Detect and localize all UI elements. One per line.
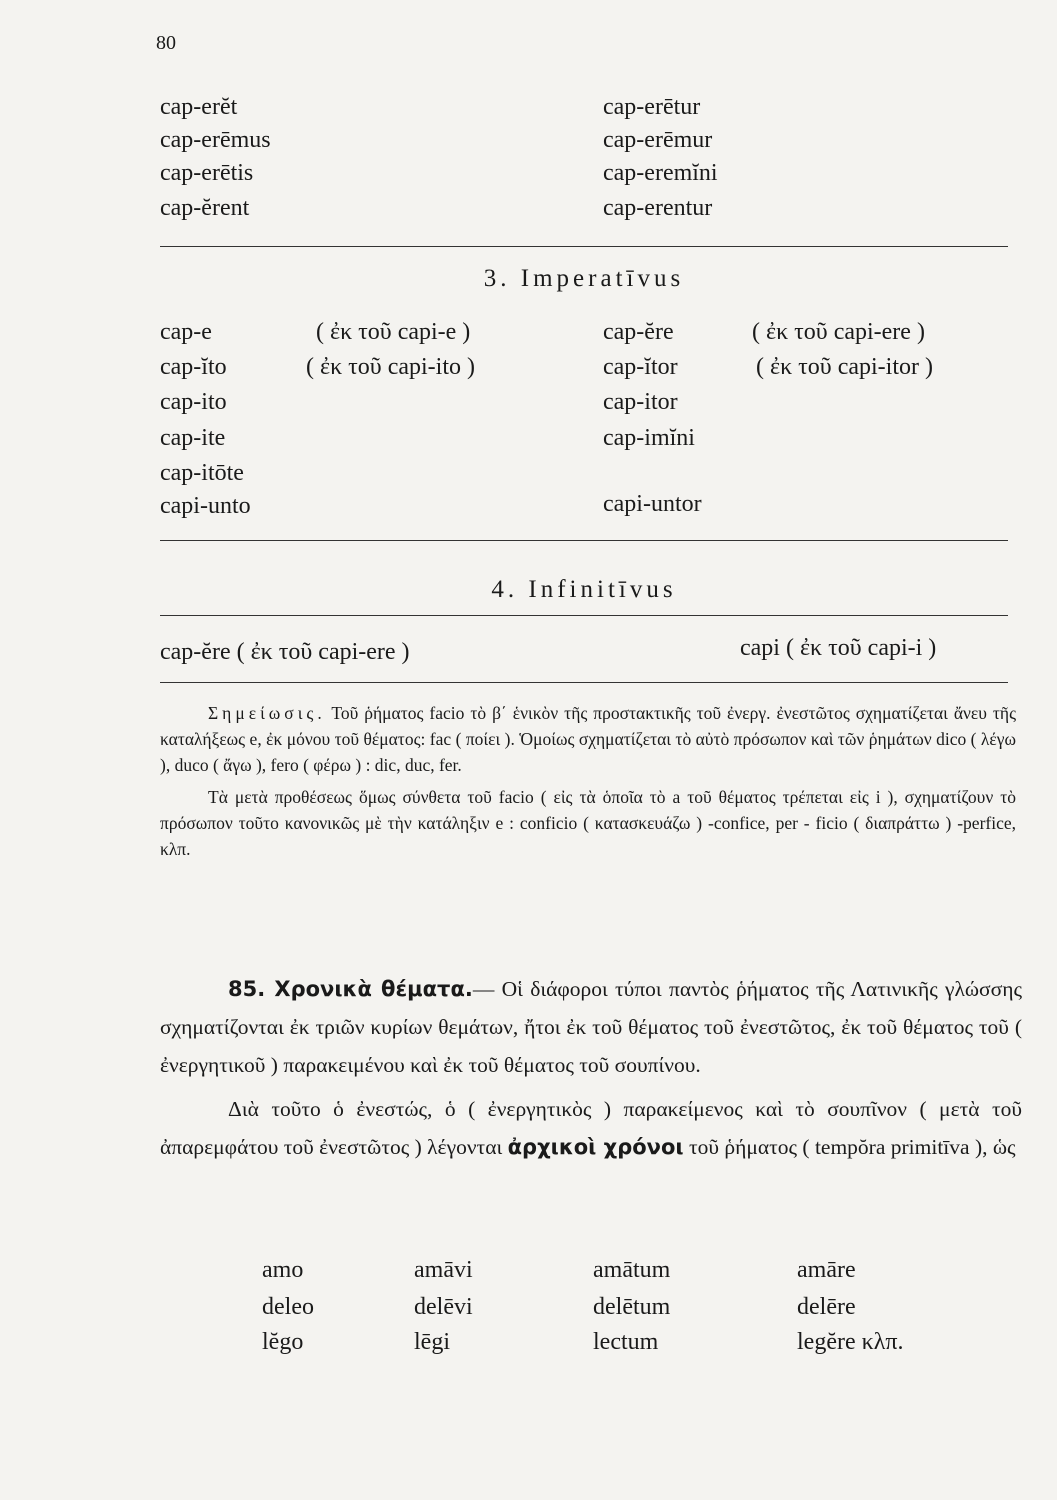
section-85-title: 85. Χρονικὰ θέματα. [228, 977, 473, 1001]
imp-passive-origin: ( ἐκ τοῦ capi-ere ) [752, 319, 925, 345]
example-cell: lectum [593, 1329, 659, 1355]
imp-origin: ( ἐκ τοῦ capi-ito ) [306, 354, 475, 380]
conj-right-2: cap-erēmur [603, 127, 713, 153]
section-85-text-2a: Διὰ τοῦτο ὁ ἐνεστώς, ὁ ( ἐνεργητικὸς ) παρακείμενος καὶ τὸ σουπῖνον ( μετὰ τοῦ ἀπαρεμφάτου τοῦ ἐνεστῶτος ) λέγονται [160, 1097, 1022, 1159]
conj-left-3: cap-erētis [160, 160, 254, 186]
conj-left-4: cap-ĕrent [160, 195, 250, 221]
imp-form: cap-e [160, 319, 212, 345]
infinitive-passive: capi ( ἐκ τοῦ capi-i ) [740, 635, 937, 661]
example-cell: legĕre κλπ. [797, 1329, 904, 1355]
imp-passive: cap-itor [603, 389, 678, 415]
imp-origin: ( ἐκ τοῦ capi-e ) [316, 319, 471, 345]
imp-passive: capi-untor [603, 491, 702, 517]
note-block [160, 700, 1016, 862]
example-cell: lēgi [414, 1329, 450, 1355]
example-cell: amātum [593, 1257, 671, 1283]
example-cell: delēre [797, 1294, 856, 1320]
conj-right-1: cap-erētur [603, 94, 701, 120]
conj-left-1: cap-erĕt [160, 94, 238, 120]
imp-form: cap-ite [160, 425, 226, 451]
divider [160, 615, 1008, 616]
example-cell: amo [262, 1257, 304, 1283]
imp-passive: cap-ĭtor [603, 354, 678, 380]
imp-form: cap-ito [160, 389, 227, 415]
imperativus-heading: 3. Imperatīvus [483, 265, 685, 292]
imp-passive: cap-ĕre [603, 319, 674, 345]
conj-left-2: cap-erēmus [160, 127, 271, 153]
imp-form: cap-ĭto [160, 354, 227, 380]
divider [160, 246, 1008, 247]
example-cell: amāvi [414, 1257, 473, 1283]
imp-passive-origin: ( ἐκ τοῦ capi-itor ) [756, 354, 933, 380]
imp-form: capi-unto [160, 493, 251, 519]
page-number: 80 [156, 32, 176, 54]
imp-form: cap-itōte [160, 460, 244, 486]
conj-right-3: cap-eremĭni [603, 160, 718, 186]
section-85 [160, 970, 1022, 1166]
infinitive-active: cap-ĕre ( ἐκ τοῦ capi-ere ) [160, 639, 410, 665]
conj-right-4: cap-erentur [603, 195, 713, 221]
example-cell: deleo [262, 1294, 314, 1320]
note-text-1: Τοῦ ῥήματος facio τὸ β΄ ἑνικὸν τῆς προστακτικῆς τοῦ ἐνεργ. ἐνεστῶτος σχηματίζεται ἄνευ τῆς καταλήξεως e, ἐκ μόνου τοῦ θέματος: fac ( ποίει ). Ὁμοίως σχηματίζεται τὸ αὐτὸ πρόσωπον καὶ τῶν ῥημάτων dico ( λέγω ), duco ( ἄγω ), fero ( φέρω ) : dic, duc, fer. [160, 703, 1017, 775]
example-cell: lĕgo [262, 1329, 304, 1355]
section-85-text-1: — Οἱ διάφοροι τύποι παντὸς ῥήματος τῆς Λατινικῆς γλώσσης σχηματίζονται ἐκ τριῶν κυρίων θεμάτων, ἤτοι ἐκ τοῦ θέματος τοῦ ἐνεστῶτος, ἐκ τοῦ θέματος τοῦ ( ἐνεργητικοῦ ) παρακειμένου καὶ ἐκ τοῦ θέματος τοῦ σουπίνου. [160, 977, 1022, 1077]
infinitivus-heading: 4. Infinitīvus [491, 576, 677, 603]
example-cell: amāre [797, 1257, 856, 1283]
example-cell: delētum [593, 1294, 671, 1320]
divider [160, 682, 1008, 683]
divider [160, 540, 1008, 541]
example-cell: delēvi [414, 1294, 473, 1320]
imp-passive: cap-imĭni [603, 425, 695, 451]
note-text-2: Τὰ μετὰ προθέσεως ὅμως σύνθετα τοῦ facio ( εἰς τὰ ὁποῖα τὸ a τοῦ θέματος τρέπεται εἰς i ), σχηματίζουν τὸ πρόσωπον τοῦτο κανονικῶς μὲ τὴν κατάληξιν e : conficio ( κατασκευάζω ) -confice, per - ficio ( διαπράττω ) -perfice, κλπ. [160, 787, 1016, 859]
section-85-bold-term: ἀρχικοὶ χρόνοι [507, 1135, 684, 1159]
section-85-text-2b: τοῦ ῥήματος ( tempŏra primitīva ), ὡς [688, 1135, 1016, 1159]
note-label: Σημείωσις. [208, 703, 326, 723]
